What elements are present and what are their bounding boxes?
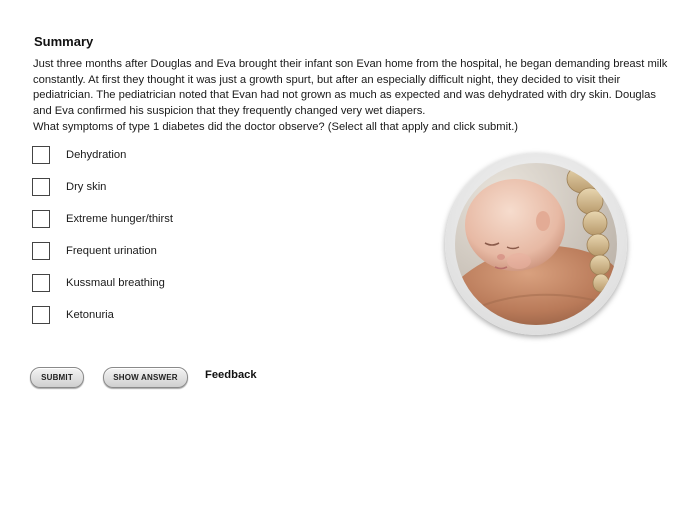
feedback-label: Feedback (205, 369, 257, 381)
summary-title: Summary (34, 34, 94, 49)
option-ketonuria[interactable] (32, 304, 332, 326)
checkbox[interactable] (32, 210, 50, 228)
checkbox[interactable] (32, 146, 50, 164)
question-prompt: What symptoms of type 1 diabetes did the doctor observe? (Select all that apply and click submit.) (33, 121, 519, 133)
checkbox[interactable] (32, 274, 50, 292)
option-label: Dehydration (66, 149, 127, 161)
option-label: Dry skin (66, 181, 107, 193)
baby-photo (455, 163, 617, 325)
option-frequent-urination[interactable] (32, 240, 332, 262)
baby-on-shoulder-image (455, 163, 617, 325)
option-label: Frequent urination (66, 245, 157, 257)
checkbox[interactable] (32, 178, 50, 196)
summary-text: Just three months after Douglas and Eva brought their infant son Evan home from the hospital, he began demanding breast milk constantly. At first they thought it was just a growth spurt, but after an especially difficult night, they decided to visit their pediatrician. The pediatrician noted that Evan had not grown as much as expected and was dehydrated with dry skin. Douglas and Eva confirmed his suspicion that they frequently changed very wet diapers. (33, 58, 668, 117)
option-label: Kussmaul breathing (66, 277, 165, 289)
option-dry-skin[interactable] (32, 176, 332, 198)
option-kussmaul-breathing[interactable] (32, 272, 332, 294)
photo-frame (445, 153, 627, 335)
checkbox[interactable] (32, 306, 50, 324)
option-dehydration[interactable] (32, 144, 332, 166)
submit-button[interactable]: SUBMIT (30, 367, 84, 388)
option-label: Extreme hunger/thirst (66, 213, 173, 225)
show-answer-button[interactable]: SHOW ANSWER (103, 367, 188, 388)
checkbox[interactable] (32, 242, 50, 260)
option-label: Ketonuria (66, 309, 114, 321)
option-extreme-hunger-thirst[interactable] (32, 208, 332, 230)
